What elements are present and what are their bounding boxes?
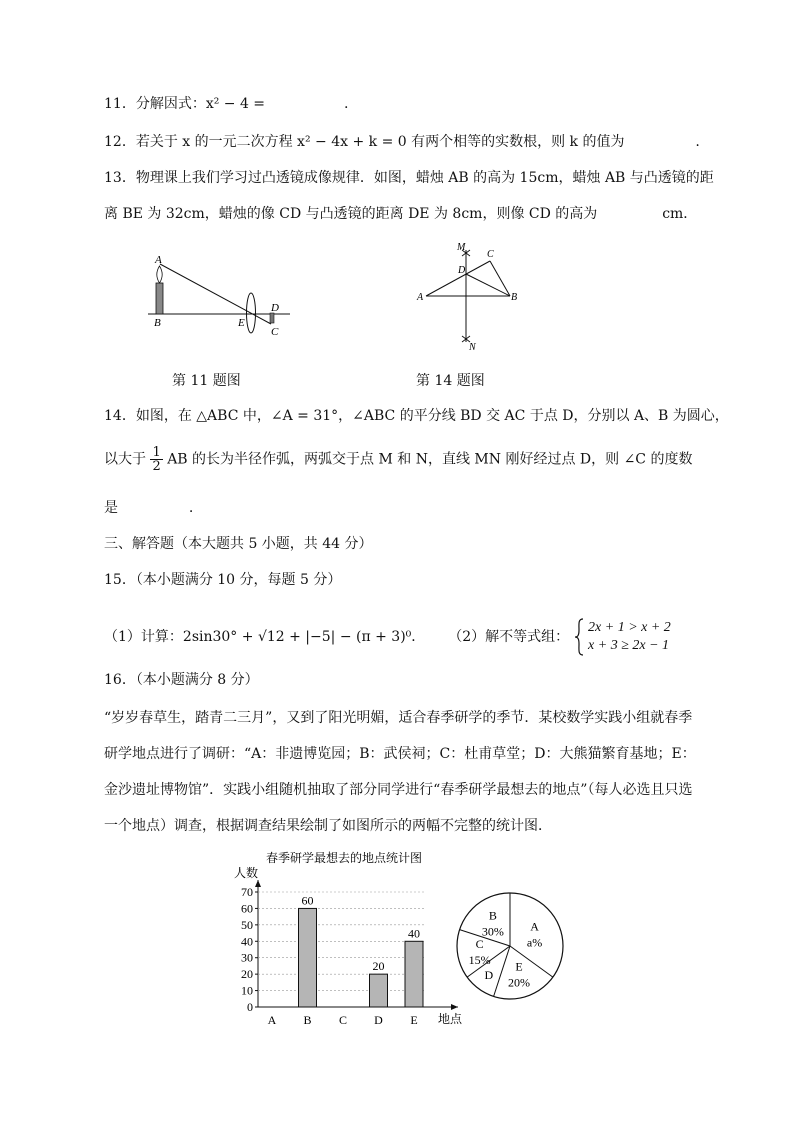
pie-slice-value: 30% — [481, 924, 504, 939]
brace-icon — [574, 618, 584, 656]
question-13-unit: cm． — [662, 206, 698, 222]
question-14-line-3 — [104, 498, 193, 518]
question-11 — [104, 94, 348, 114]
question-15-parts — [104, 618, 671, 656]
bar — [405, 941, 423, 1007]
question-14-text-post: AB 的长为半径作弧，两弧交于点 M 和 N，直线 MN 刚好经过点 D，则 ∠C 的度数 — [167, 451, 693, 468]
x-axis-label: 地点 — [438, 1012, 463, 1026]
statistics-chart — [226, 846, 586, 1032]
question-15-part-1: （1）计算：2sin30° + √12 + |−5| − (π + 3)⁰． — [104, 629, 426, 645]
candle-flame — [157, 266, 162, 283]
question-13-line-1: 13．物理课上我们学习过凸透镜成像规律．如图，蜡烛 AB 的高为 15cm，蜡烛 AB 与凸透镜的距 — [104, 170, 714, 186]
question-14-text-end: 是 — [104, 500, 118, 516]
pie-slice-label: C — [475, 936, 484, 951]
x-tick-label: C — [338, 1013, 348, 1027]
figure-11-caption: 第 11 题图 — [172, 373, 241, 389]
x-tick-label: D — [374, 1013, 383, 1027]
bar-data-label: 60 — [301, 893, 314, 908]
label-C: C — [487, 249, 494, 260]
section-heading: 三、解答题（本大题共 5 小题，共 44 分） — [104, 536, 373, 552]
question-16-line-4: 一个地点）调查，根据调查结果绘制了如图所示的两幅不完整的统计图． — [104, 818, 552, 834]
pie-slice-label: B — [488, 908, 497, 923]
inequality-1: 2x + 1 > x + 2 — [588, 620, 671, 635]
figure-triangle-diagram — [412, 238, 532, 356]
label-B: B — [511, 292, 518, 303]
fraction-numerator: 1 — [152, 445, 161, 460]
question-16-line-3: 金沙遗址博物馆”．实践小组随机抽取了部分同学进行“春季研学最想去的地点”（每人必选且只选 — [104, 782, 693, 798]
pie-slice-value: a% — [526, 935, 543, 950]
y-axis-label: 人数 — [234, 866, 259, 880]
label-B: B — [154, 317, 161, 329]
bar-chart-area — [241, 880, 458, 1027]
question-12-text: 12．若关于 x 的一元二次方程 x² − 4x + k = 0 有两个相等的实数根，则 k 的值为 — [104, 134, 625, 150]
question-16-header: 16．（本小题满分 8 分） — [104, 672, 259, 688]
question-13-text: 离 BE 为 32cm，蜡烛的像 CD 与凸透镜的距离 DE 为 8cm，则像 CD 的高为 — [104, 206, 598, 222]
label-A: A — [417, 292, 424, 303]
question-12-end: . — [695, 134, 700, 150]
label-A: A — [155, 254, 162, 266]
question-14-line-1: 14．如图，在 △ABC 中，∠A = 31°，∠ABC 的平分线 BD 交 AC 于点 D，分别以 A、B 为圆心， — [104, 408, 729, 424]
question-15-header: 15．（本小题满分 10 分，每题 5 分） — [104, 572, 342, 588]
y-tick-label: 70 — [241, 885, 253, 899]
question-16-line-2: 研学地点进行了调研：“A：非遗博览园；B：武侯祠；C：杜甫草堂；D：大熊猫繁育基地；E： — [104, 746, 696, 762]
question-16-line-1: “岁岁春草生，踏青二三月”，又到了阳光明媚，适合春季研学的季节．某校数学实践小组就春季 — [104, 710, 693, 726]
pie-slice-label: A — [530, 919, 539, 934]
figure-14-caption: 第 14 题图 — [416, 373, 485, 389]
label-M: M — [457, 242, 466, 253]
pie-chart — [457, 893, 563, 999]
x-axis-arrow-icon — [451, 1004, 458, 1010]
candle — [156, 283, 163, 314]
question-11-text: 11．分解因式：x² − 4 = — [104, 96, 266, 112]
fraction-one-half — [150, 446, 162, 473]
question-15-part-2-label: （2）解不等式组： — [448, 629, 570, 645]
figure-lens-diagram — [140, 250, 310, 350]
pie-slice-label: E — [515, 959, 523, 974]
label-E: E — [238, 317, 245, 329]
fraction-denominator: 2 — [152, 459, 161, 474]
inequality-2: x + 3 ≥ 2x − 1 — [588, 638, 670, 653]
chart-title: 春季研学最想去的地点统计图 — [266, 851, 423, 865]
question-11-end: . — [343, 96, 349, 112]
y-tick-label: 40 — [241, 934, 253, 949]
y-tick-label: 0 — [247, 1000, 253, 1014]
bar — [370, 974, 388, 1007]
pie-slice-label: D — [484, 968, 494, 983]
x-tick-label: B — [303, 1013, 312, 1027]
bar — [299, 908, 317, 1007]
y-tick-label: 10 — [241, 983, 253, 998]
label-C: C — [271, 326, 279, 338]
label-D: D — [458, 265, 466, 276]
question-14-end: . — [188, 500, 194, 516]
y-axis-arrow-icon — [255, 880, 261, 887]
bar-data-label: 40 — [408, 926, 420, 941]
x-tick-label: A — [267, 1013, 277, 1027]
inequality-system — [588, 619, 671, 655]
label-D: D — [271, 302, 279, 314]
question-14-line-2 — [104, 446, 692, 473]
pie-slice-value: 20% — [508, 975, 531, 990]
x-tick-label: E — [410, 1013, 418, 1027]
candle-image — [270, 313, 274, 323]
y-tick-label: 60 — [241, 901, 253, 916]
question-12 — [104, 132, 700, 152]
y-tick-label: 50 — [241, 917, 253, 932]
question-14-text-pre: 以大于 — [104, 451, 146, 468]
label-N: N — [469, 342, 476, 353]
y-tick-label: 20 — [241, 967, 253, 982]
bar-data-label: 20 — [372, 959, 385, 974]
light-ray — [160, 264, 271, 324]
pie-slice-value: 15% — [468, 952, 491, 967]
y-tick-label: 30 — [241, 950, 253, 965]
question-13-line-2 — [104, 204, 697, 224]
